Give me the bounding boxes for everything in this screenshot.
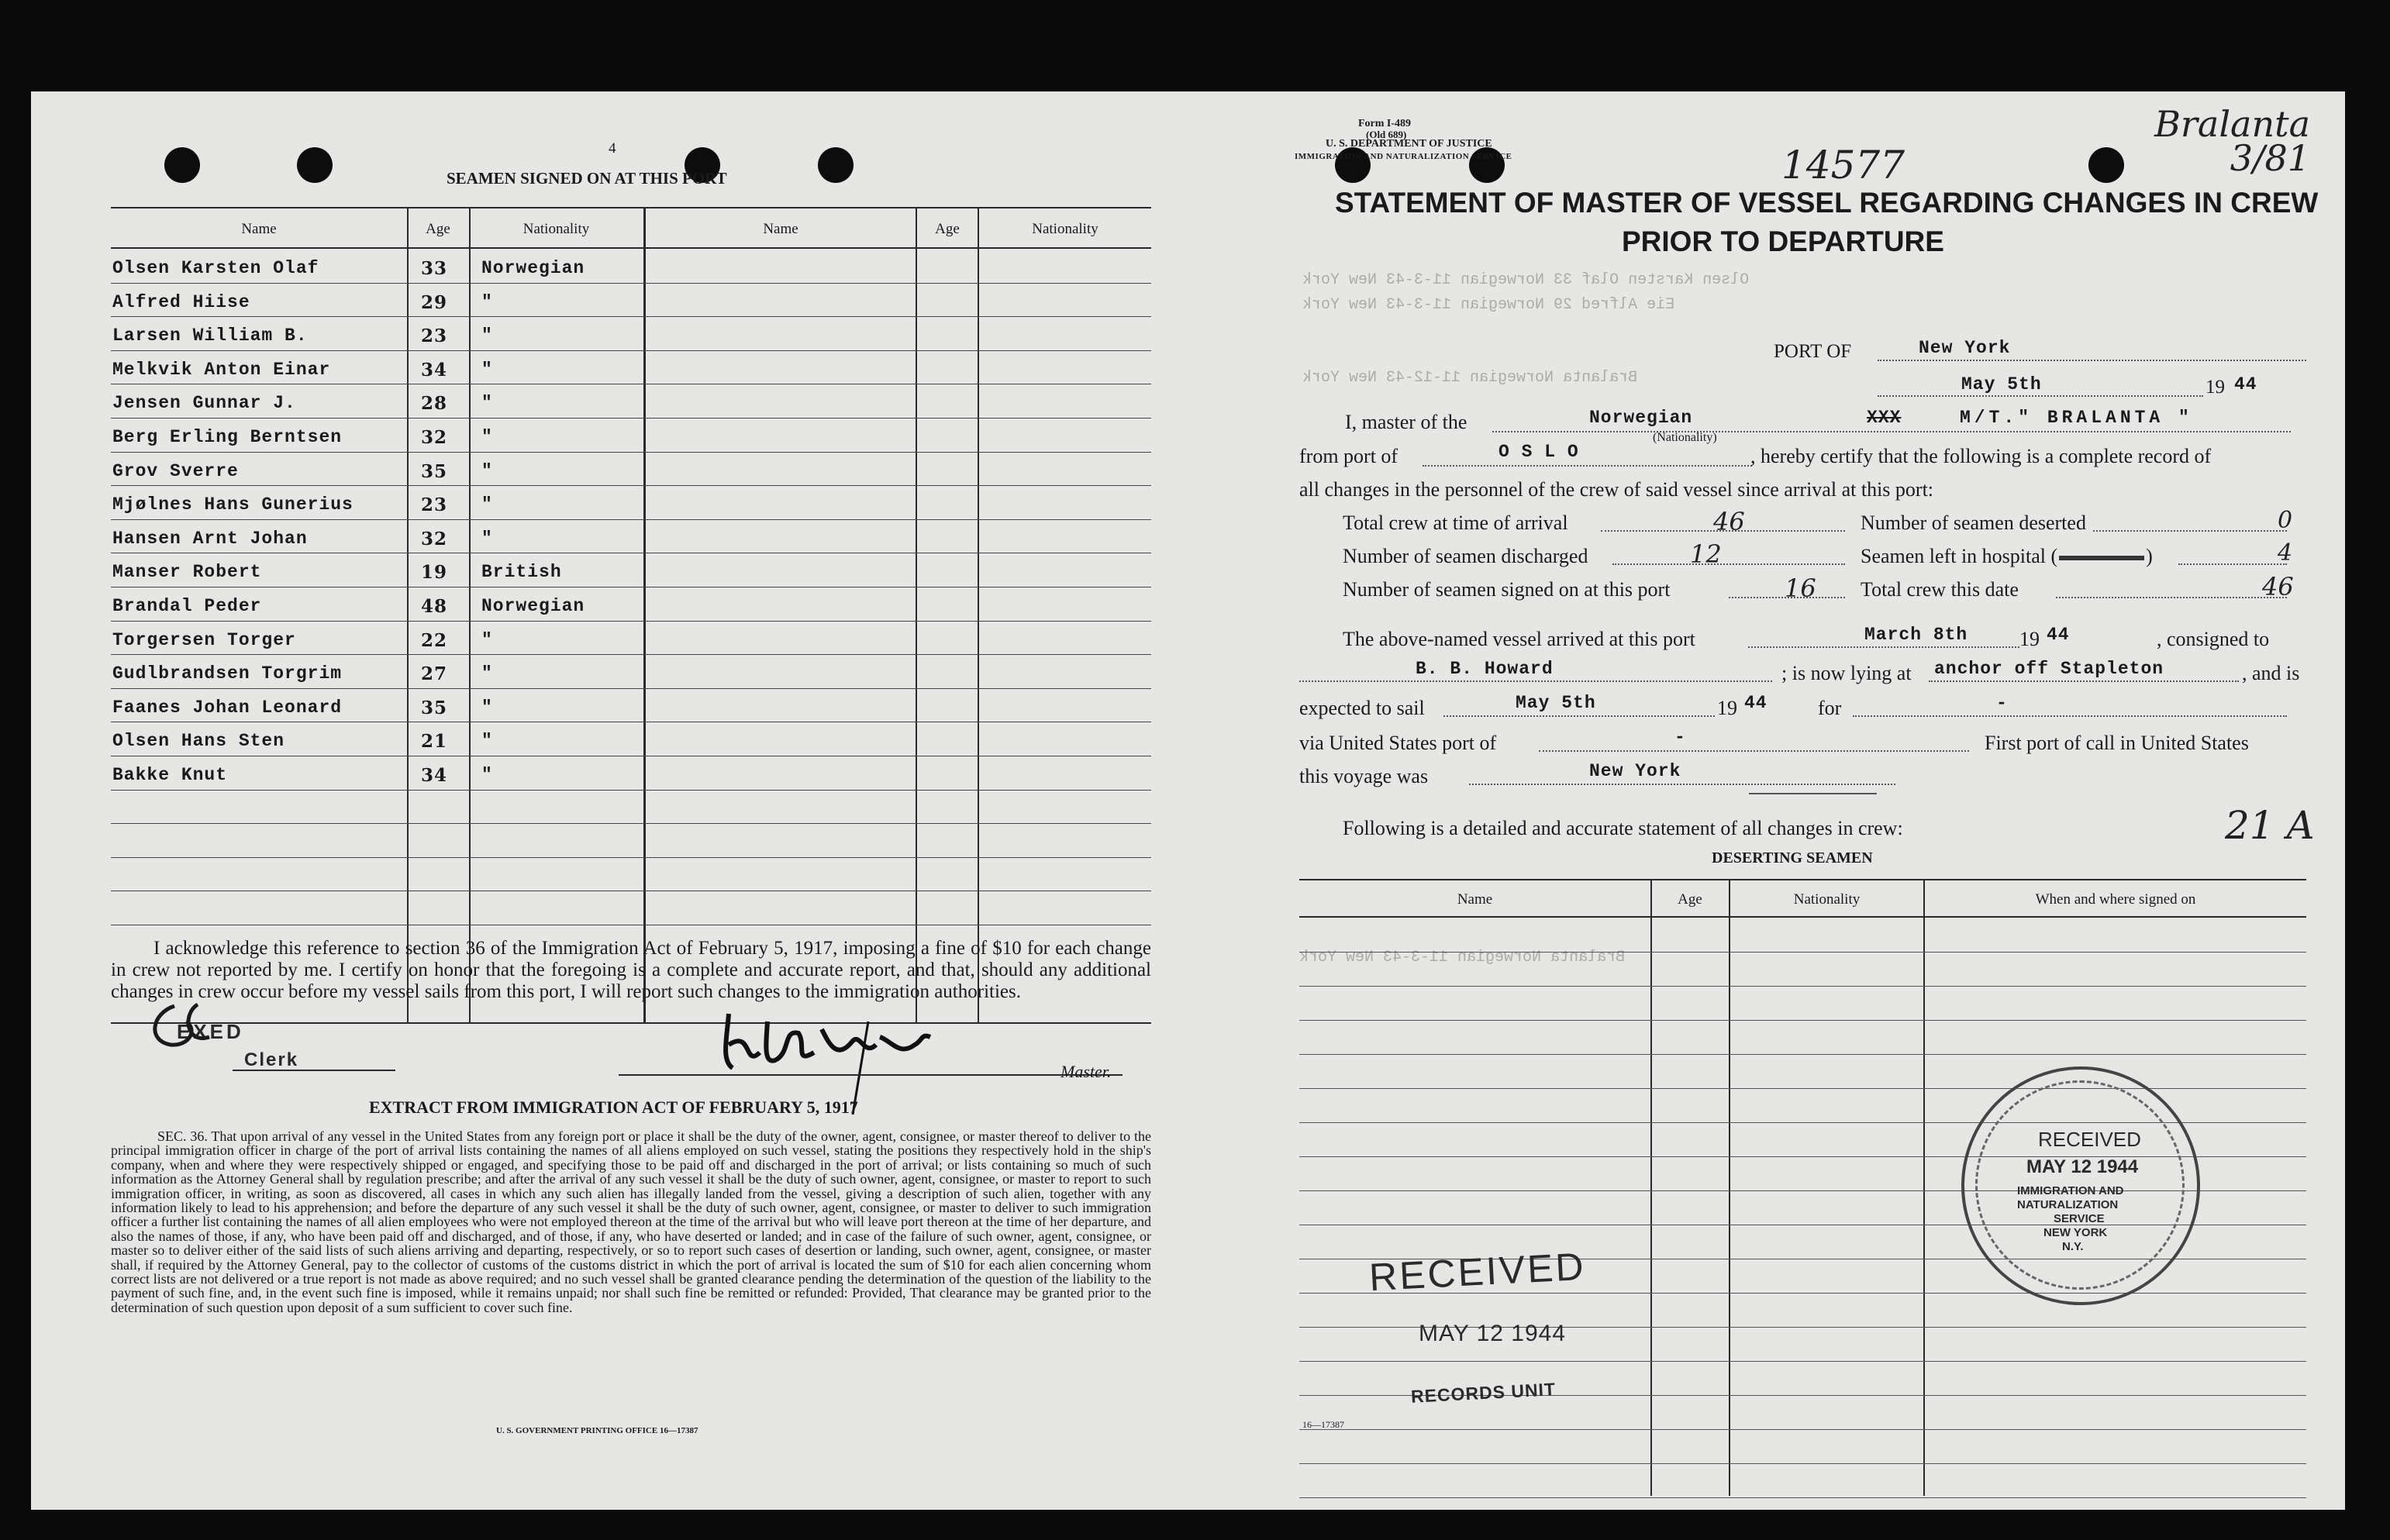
table-row-line [111,790,1151,791]
seaman-name: Larsen William B. [112,326,308,346]
ins-circular-stamp [1961,1066,2200,1305]
clerk-label: Clerk [244,1049,299,1070]
punch-hole [297,147,333,183]
circular-received: RECEIVED [2038,1128,2141,1151]
seaman-nationality: " [481,765,493,785]
seaman-nationality: " [481,291,493,312]
seaman-age: 27 [421,663,448,685]
extract-title: EXTRACT FROM IMMIGRATION ACT OF FEBRUARY 5, 1917 [369,1097,858,1117]
signed-on-value: 16 [1785,574,1816,603]
form-old-number: (Old 689) [1366,129,1407,140]
lying-value: anchor off Stapleton [1934,659,2164,679]
table-row-line [111,452,1151,453]
table-row-line [111,519,1151,520]
deserting-col-nationality: Nationality [1793,891,1861,908]
seaman-age: 32 [421,528,448,550]
master-label: Master. [1060,1062,1112,1081]
bleed-through-text: Eie Alfred 29 Norwegian 11-3-43 New York [1302,296,1675,314]
deserting-col-name: Name [1457,891,1493,908]
records-unit-stamp: RECORDS UNIT [1410,1379,1557,1407]
from-port-label: from port of [1299,445,1398,467]
circular-line2: NATURALIZATION [2017,1198,2119,1211]
table-row-line [111,823,1151,824]
form-code: 16—17387 [1302,1419,1344,1430]
deserting-col-age: Age [1678,891,1702,908]
seaman-name: Manser Robert [112,562,262,583]
seaman-nationality: " [481,731,493,752]
seaman-name: Olsen Karsten Olaf [112,258,319,278]
table-row-line [1299,1054,2306,1055]
circular-line4: NEW YORK [2043,1226,2108,1239]
certify-text: , hereby certify that the following is a complete record of [1750,445,2212,467]
table-row-line [111,316,1151,317]
table-row-line [111,283,1151,284]
seaman-nationality: Norwegian [481,596,585,616]
deserting-col-signed-on: When and where signed on [2035,891,2196,908]
received-stamp-date: MAY 12 1944 [1419,1321,1567,1346]
table-row-line [1299,1463,2306,1464]
master-of-the-label: I, master of the [1345,411,1467,433]
punch-hole [164,147,200,183]
seamen-discharged-label: Number of seamen discharged [1343,545,1588,567]
seaman-age: 21 [421,731,448,753]
seaman-nationality: " [481,393,493,414]
arrived-year-prefix: 19 [2019,628,2040,650]
seaman-age: 35 [421,460,448,482]
total-crew-date-label: Total crew this date [1861,578,2019,601]
seaman-name: Brandal Peder [112,596,262,616]
and-is-label: , and is [2242,662,2300,684]
seaman-age: 23 [421,494,448,516]
port-of-value: New York [1919,338,2011,358]
col-header-name-2: Name [763,221,798,237]
following-label: Following is a detailed and accurate statement of all changes in crew: [1343,817,1903,839]
statement-title-line1: STATEMENT OF MASTER OF VESSEL REGARDING CHANGES IN CREW [1335,187,2319,219]
table-row-line [111,688,1151,689]
seaman-nationality: " [481,359,493,380]
table-row-line [111,621,1151,622]
date-value: May 5th [1961,374,2042,394]
seaman-name: Jensen Gunnar J. [112,393,296,414]
arrived-value: March 8th [1864,625,1968,645]
nationality-caption: (Nationality) [1653,431,1717,444]
seaman-nationality: " [481,629,493,650]
handwritten-corner-note: Bralanta 3/81 [2154,103,2310,179]
hospital-label: Seamen left in hospital ( ) [1861,545,2153,567]
col-header-nationality-2: Nationality [1032,221,1098,237]
via-value: - [1674,727,1686,747]
printer-credit: U. S. GOVERNMENT PRINTING OFFICE 16—17387 [496,1426,698,1435]
seaman-nationality: " [481,460,493,481]
this-voyage-value: New York [1589,761,1681,781]
hospital-value: 4 [2278,539,2293,567]
handwritten-21a: 21 A [2225,803,2315,848]
first-port-label: First port of call in United States [1985,732,2249,754]
date-year-prefix: 19 [2205,377,2225,398]
table-row-line [111,654,1151,655]
seaman-nationality: " [481,326,493,346]
left-page-title: SEAMEN SIGNED ON AT THIS PORT [447,169,727,188]
form-number: Form I-489 [1358,118,1412,129]
seaman-name: Bakke Knut [112,765,228,785]
table-row-line [111,485,1151,486]
table-row-line [1299,1361,2306,1362]
table-row-line [111,350,1151,351]
seaman-age: 29 [421,291,448,313]
total-crew-arrival-label: Total crew at time of arrival [1343,512,1568,534]
master-signature-line [619,1074,1123,1076]
seaman-age: 34 [421,359,448,381]
clerk-initials [143,998,236,1053]
deserting-seamen-title: DESERTING SEAMEN [1712,849,1873,866]
seaman-age: 48 [421,596,448,617]
seaman-age: 22 [421,629,448,651]
via-label: via United States port of [1299,732,1497,754]
seaman-name: Grov Sverre [112,460,239,481]
statement-title-line2: PRIOR TO DEPARTURE [1622,226,1944,257]
department-name: U. S. DEPARTMENT OF JUSTICE [1326,138,1492,150]
expected-year: 44 [1744,693,1767,713]
col-header-age-2: Age [935,221,960,237]
table-row-line [111,857,1151,858]
port-of-label: PORT OF [1774,341,1852,362]
seamen-table [111,207,1151,1023]
punch-hole [818,147,854,183]
col-header-age: Age [426,221,450,237]
expected-label: expected to sail [1299,697,1425,719]
seaman-age: 19 [421,562,448,584]
seamen-discharged-value: 12 [1690,539,1722,569]
seaman-nationality: " [481,494,493,515]
for-label: for [1818,697,1842,719]
consignee-value: B. B. Howard [1416,659,1554,679]
table-row-line [1299,1429,2306,1430]
vessel-name: M/T." BRALANTA " [1960,408,2193,428]
document-sheet [31,91,2345,1510]
seaman-name: Melkvik Anton Einar [112,359,331,380]
seaman-name: Olsen Hans Sten [112,731,285,752]
acknowledgment-text: I acknowledge this reference to section 36 of the Immigration Act of February 5, 1917, imposing a fine of $10 for each change in crew not reported by me. I certify on honor that the foregoing is a complete and accurate report, and that, should any additional changes in crew occur before my vessel sails from this port, I will report such changes to the immigration authorities. [111,938,1151,1002]
seaman-name: Berg Erling Berntsen [112,427,343,447]
bleed-through-text: Bralanta Norwegian 11-12-43 New York [1302,369,1638,387]
this-voyage-label: this voyage was [1299,765,1429,787]
seaman-name: Alfred Hiise [112,291,250,312]
indexed-stamp: EXED [177,1020,244,1043]
seaman-nationality: Norwegian [481,258,585,278]
for-value: - [1996,693,2008,713]
extract-text: SEC. 36. That upon arrival of any vessel in the United States from any foreign port or place it shall be the duty of the owner, agent, consignee, or master thereof to deliver to the principal immigration officer in charge of the port of arrival lists containing the names of all aliens employed on such vessel, stating the positions they respectively hold in the ship's company, when and where they were respectively shipped or engaged, and specifying those to be paid off and discharged in the port of arrival; or lists containing so much of such information as the Attorney General shall by regulation prescribe; and after the arrival of any such vessel it shall be the duty of such owner, agent, consignee, or master to report to such immigration officer, in writing, as soon as discovered, all cases in which any such alien has illegally landed from the vessel, giving a description of such alien, together with any information likely to lead to his apprehension; and before the departure of any such vessel it shall be the duty of such owner, agent, consignee, or master to deliver to such immigration officer a further list containing the names of all alien employees who were not employed thereon at the time of the arrival but who will leave port thereon at the time of her departure, and also the names of those, if any, who have been paid off and discharged, and of those, if any, who have deserted or landed; and in case of the failure of such owner, agent, consignee, or master so to deliver either of the said lists of such aliens arriving and departing, respectively, or so to report such cases of desertion or landing, such owner, agent, consignee, or master shall, if required by the Attorney General, pay to the collector of customs of the customs district in which the port of arrival is located the sum of $10 for each alien concerning whom correct lists are not delivered or a true report is not made as above required; and no such vessel shall be granted clearance pending the determination of the question of the liability to the payment of such fine, and, in the event such fine is imposed, while it remains unpaid; nor shall such fine be remitted or refunded: Provided, That clearance may be granted prior to the determination of such question upon deposit of a sum sufficient to cover such fine. [111,1128,1151,1315]
vessel-type-struck: XXX [1867,408,1902,428]
page-number: 4 [609,140,616,157]
deserted-label: Number of seamen deserted [1861,512,2086,534]
handwritten-file-number: 14577 [1781,143,1905,188]
seaman-age: 32 [421,427,448,448]
circular-line1: IMMIGRATION AND [2017,1184,2124,1197]
col-header-nationality: Nationality [522,221,590,237]
seaman-name: Faanes Johan Leonard [112,697,343,718]
received-stamp: RECEIVED [1367,1244,1587,1300]
seaman-nationality: " [481,427,493,447]
seaman-age: 33 [421,258,448,279]
arrived-year: 44 [2047,625,2070,645]
lying-label: ; is now lying at [1781,662,1912,684]
circular-line3: SERVICE [2054,1212,2105,1225]
seaman-nationality: " [481,697,493,718]
from-port-value: O S L O [1498,442,1579,462]
total-crew-arrival-value: 46 [1713,507,1745,536]
table-row-line [1299,1088,2306,1089]
table-row-line [1299,1020,2306,1021]
date-year: 44 [2234,374,2257,394]
bleed-through-text: Olsen Karsten Olaf 33 Norwegian 11-3-43 New York [1302,271,1750,289]
signed-on-label: Number of seamen signed on at this port [1343,578,1671,601]
consigned-label: , consigned to [2157,628,2270,650]
seaman-name: Gudlbrandsen Torgrim [112,663,343,684]
seaman-age: 23 [421,326,448,347]
seaman-name: Torgersen Torger [112,629,296,650]
service-name: IMMIGRATION AND NATURALIZATION SERVICE [1295,152,1512,161]
seaman-age: 34 [421,765,448,786]
table-row-line [111,418,1151,419]
circular-line5: N.Y. [2062,1240,2084,1253]
bleed-through-text: Bralanta Norwegian 11-3-43 New York [1299,949,1626,966]
seaman-nationality: " [481,528,493,549]
total-crew-date-value: 46 [2262,572,2294,601]
seaman-name: Mjølnes Hans Gunerius [112,494,353,515]
nationality-value: Norwegian [1589,408,1693,428]
deserted-value: 0 [2278,507,2293,534]
seaman-age: 28 [421,393,448,415]
table-row-line [1299,986,2306,987]
circular-date: MAY 12 1944 [2026,1156,2139,1177]
seaman-name: Hansen Arnt Johan [112,528,308,549]
col-header-name: Name [241,221,277,237]
expected-value: May 5th [1516,693,1596,713]
expected-year-prefix: 19 [1717,697,1737,719]
certify-text-2: all changes in the personnel of the crew of said vessel since arrival at this port: [1299,478,1934,501]
arrived-label: The above-named vessel arrived at this port [1343,628,1695,650]
table-row-line [1299,1497,2306,1498]
seaman-nationality: British [481,562,562,583]
seaman-age: 35 [421,697,448,718]
seaman-nationality: " [481,663,493,684]
